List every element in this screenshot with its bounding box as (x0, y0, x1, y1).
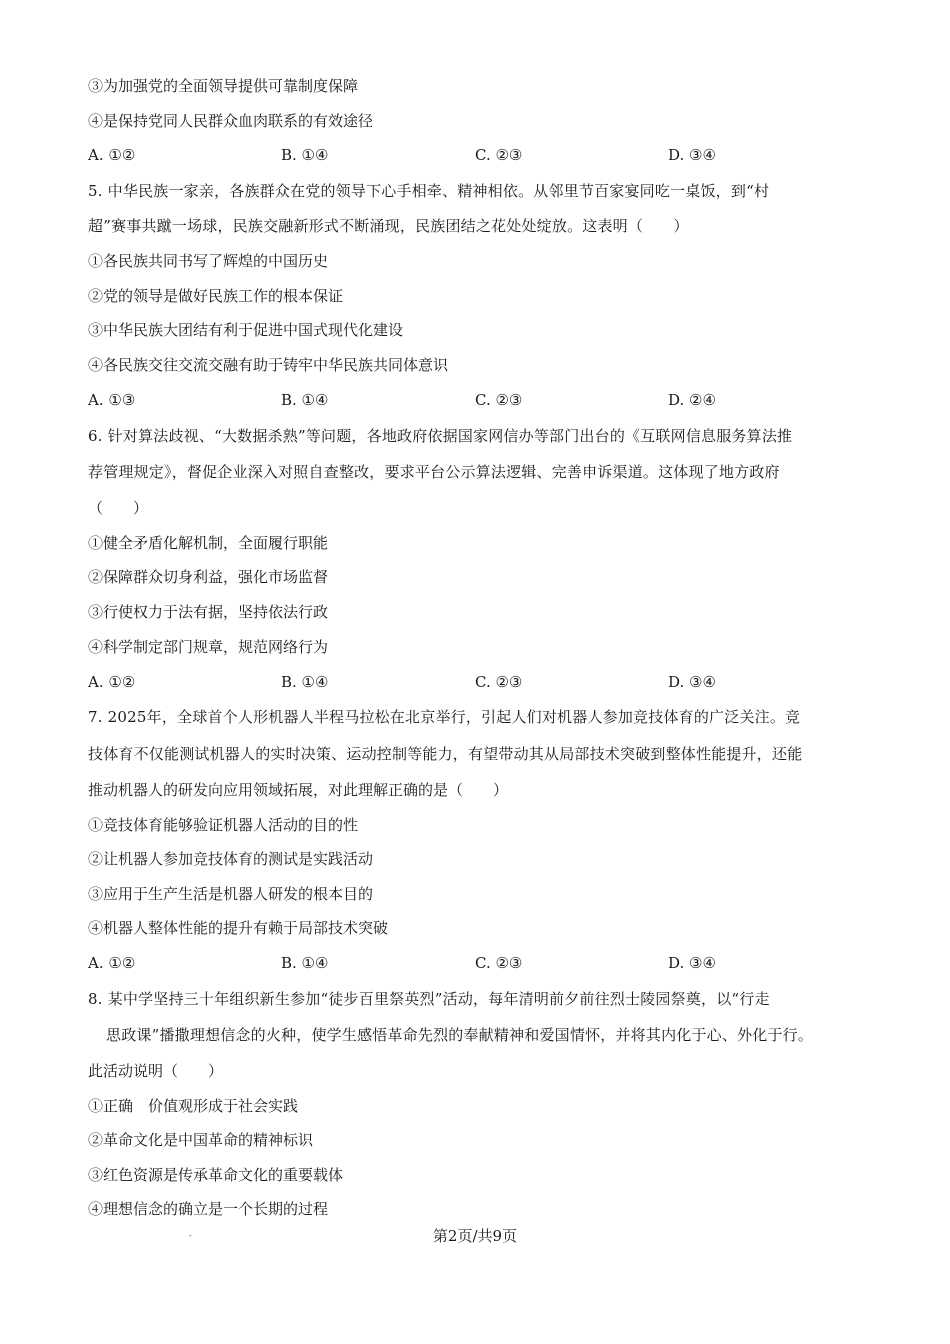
page-number: 第2页/共9页 (432, 1227, 518, 1245)
q8-stem-line-1: 8. 某中学坚持三十年组织新生参加“徒步百里祭英烈”活动，每年清明前夕前往烈士陵园祭奠，以“行走 (88, 990, 770, 1008)
q5-option-c: C. ②③ (475, 391, 523, 409)
q6-item-3: ③行使权力于法有据，坚持依法行政 (88, 603, 329, 621)
q6-option-a: A. ①② (88, 673, 136, 691)
q6-stem-line-3: （ ） (88, 499, 149, 517)
q7-option-a: A. ①② (88, 954, 136, 972)
q4-item-3: ③为加强党的全面领导提供可靠制度保障 (88, 77, 359, 95)
q6-item-1: ①健全矛盾化解机制，全面履行职能 (88, 534, 329, 552)
q4-option-c: C. ②③ (475, 146, 523, 164)
q4-option-d: D. ③④ (668, 146, 716, 164)
q7-stem-line-1: 7. 2025年，全球首个人形机器人半程马拉松在北京举行，引起人们对机器人参加竞技体育的广泛关注。竞 (88, 708, 801, 726)
q8-stem-line-3: 此活动说明（ ） (88, 1062, 224, 1080)
footer-mark: - (189, 1231, 192, 1240)
q4-item-4: ④是保持党同人民群众血肉联系的有效途径 (88, 112, 374, 130)
q5-item-4: ④各民族交往交流交融有助于铸牢中华民族共同体意识 (88, 356, 449, 374)
q4-option-a: A. ①② (88, 146, 136, 164)
q8-item-1: ①正确 价值观形成于社会实践 (88, 1097, 299, 1115)
q5-item-3: ③中华民族大团结有利于促进中国式现代化建设 (88, 321, 404, 339)
q6-option-c: C. ②③ (475, 673, 523, 691)
q7-item-4: ④机器人整体性能的提升有赖于局部技术突破 (88, 919, 389, 937)
q8-item-4: ④理想信念的确立是一个长期的过程 (88, 1200, 329, 1218)
q5-option-d: D. ②④ (668, 391, 716, 409)
q5-option-b: B. ①④ (281, 391, 329, 409)
q6-option-b: B. ①④ (281, 673, 329, 691)
q6-item-4: ④科学制定部门规章，规范网络行为 (88, 638, 329, 656)
q7-option-b: B. ①④ (281, 954, 329, 972)
q8-item-2: ②革命文化是中国革命的精神标识 (88, 1131, 314, 1149)
q5-stem-line-2: 超”赛事共蹴一场球，民族交融新形式不断涌现，民族团结之花处处绽放。这表明（ ） (88, 217, 689, 235)
q7-item-3: ③应用于生产生活是机器人研发的根本目的 (88, 885, 374, 903)
q6-stem-line-1: 6. 针对算法歧视、“大数据杀熟”等问题，各地政府依据国家网信办等部门出台的《互联网信息服务算法推 (88, 427, 793, 445)
q7-stem-line-3: 推动机器人的研发向应用领域拓展，对此理解正确的是（ ） (88, 781, 509, 799)
q5-item-1: ①各民族共同书写了辉煌的中国历史 (88, 252, 329, 270)
q7-stem-line-2: 技体育不仅能测试机器人的实时决策、运动控制等能力，有望带动其从局部技术突破到整体性能提升，还能 (88, 745, 803, 763)
q7-option-d: D. ③④ (668, 954, 716, 972)
q5-item-2: ②党的领导是做好民族工作的根本保证 (88, 287, 344, 305)
q7-item-2: ②让机器人参加竞技体育的测试是实践活动 (88, 850, 374, 868)
q6-item-2: ②保障群众切身利益，强化市场监督 (88, 568, 329, 586)
q8-stem-line-2: 思政课”播撒理想信念的火种，使学生感悟革命先烈的奉献精神和爱国情怀，并将其内化于心、外化于行。 (106, 1026, 814, 1044)
q6-stem-line-2: 荐管理规定》，督促企业深入对照自查整改，要求平台公示算法逻辑、完善申诉渠道。这体现了地方政府 (88, 463, 780, 481)
q4-option-b: B. ①④ (281, 146, 329, 164)
q6-option-d: D. ③④ (668, 673, 716, 691)
q7-option-c: C. ②③ (475, 954, 523, 972)
q7-item-1: ①竞技体育能够验证机器人活动的目的性 (88, 816, 359, 834)
q8-item-3: ③红色资源是传承革命文化的重要载体 (88, 1166, 344, 1184)
q5-option-a: A. ①③ (88, 391, 136, 409)
q5-stem-line-1: 5. 中华民族一家亲，各族群众在党的领导下心手相牵、精神相依。从邻里节百家宴同吃一桌饭，到“村 (88, 182, 770, 200)
